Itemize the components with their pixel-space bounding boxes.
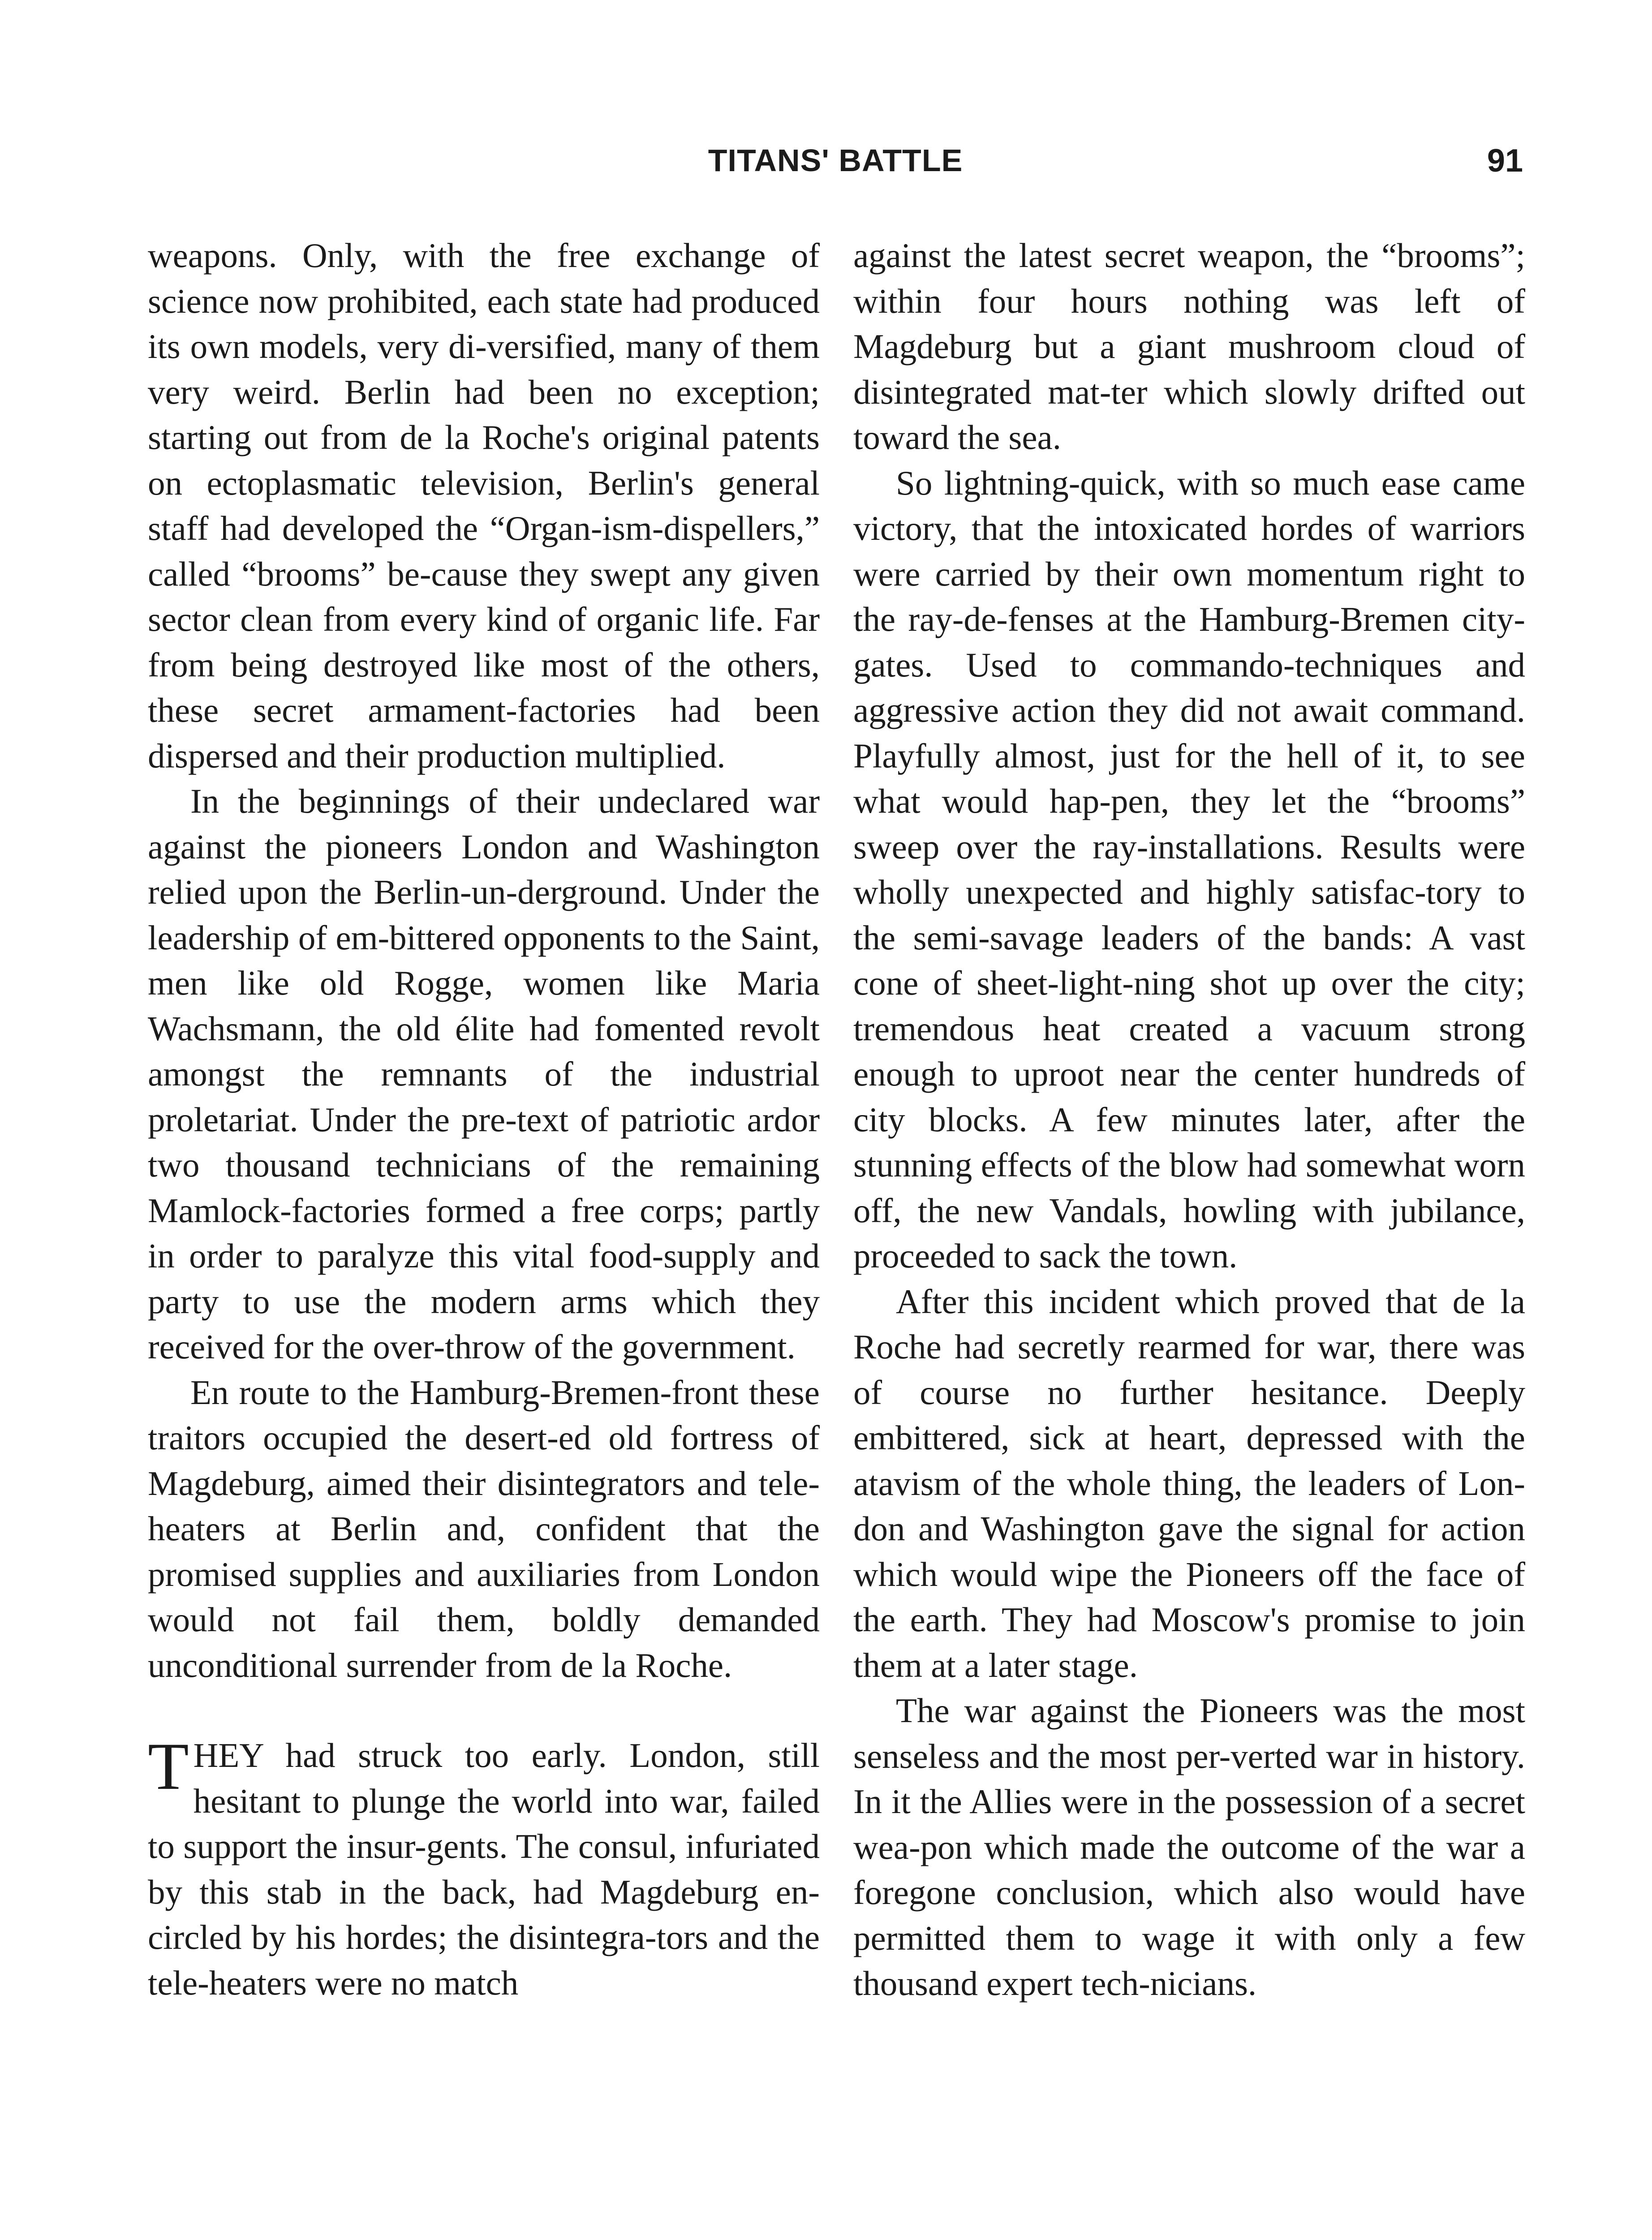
paragraph: The war against the Pioneers was the most senseless and the most per-verted war in history. In it the Allies were in the possession of a secret wea-pon which made the outcome of the war a foregone conclusion, which also would have permitted them to wage it with only a few thousand expert tech-nicians. — [853, 1691, 1525, 2003]
paragraph: In the beginnings of their undeclared war against the pioneers London and Washington relied upon the Berlin-un-derground. Under the leadership of em-bittered opponents to the Saint, men like old Rogge, women like Maria Wachsmann, the old élite had fomented revolt amongst the remnants of the industrial proletariat. Under the pre-text of patriotic ardor two thousand technicians of the remaining Mamlock-factories formed a free corps; partly in order to paralyze this vital food-supply and party to use the modern arms which they received for the over-throw of the government. — [148, 782, 820, 1366]
page-number: 91 — [1487, 143, 1523, 179]
paragraph-text: HEY had struck too early. London, still hesitant to plunge the world into war, failed to support the insur-gents. The consul, infuriated by this stab in the back, had Magdeburg en-circled by his hordes; the disintegra-tors and the tele-heaters were no match — [148, 1736, 820, 2002]
running-header — [148, 142, 1523, 192]
section-start-paragraph — [148, 1729, 820, 2006]
paragraph: against the latest secret weapon, the “brooms”; within four hours nothing was left of Magdeburg but a giant mushroom cloud of disintegrated mat-ter which slowly drifted out toward the sea. — [853, 236, 1525, 457]
paragraph: weapons. Only, with the free exchange of science now prohibited, each state had produced its own models, very di-versified, many of them very weird. Berlin had been no exception; starting out from de la Roche's original patents on ectoplasmatic television, Berlin's general staff had developed the “Organ-ism-dispellers,” called “brooms” be-cause they swept any given sector clean from every kind of organic life. Far from being destroyed like most of the others, these secret armament-factories had been dispersed and their production multiplied. — [148, 236, 820, 775]
right-column — [853, 233, 1525, 2007]
running-title: TITANS' BATTLE — [708, 143, 963, 178]
drop-cap: T — [148, 1729, 189, 1804]
paragraph: So lightning-quick, with so much ease came victory, that the intoxicated hordes of warriors were carried by their own momentum right to the ray-de-fenses at the Hamburg-Bremen city-gates. Used to commando-techniques and aggressive action they did not await command. Playfully almost, just for the hell of it, to see what would hap-pen, they let the “brooms” sweep over the ray-installations. Results were wholly unexpected and highly satisfac-tory to the semi-savage leaders of the bands: A vast cone of sheet-light-ning shot up over the city; tremendous heat created a vacuum strong enough to uproot near the center hundreds of city blocks. A few minutes later, after the stunning effects of the blow had somewhat worn off, the new Vandals, howling with jubilance, proceeded to sack the town. — [853, 463, 1525, 1275]
paragraph: After this incident which proved that de la Roche had secretly rearmed for war, there was of course no further hesitance. Deeply embittered, sick at heart, depressed with the atavism of the whole thing, the leaders of Lon-don and Washington gave the signal for action which would wipe the Pioneers off the face of the earth. They had Moscow's promise to join them at a later stage. — [853, 1282, 1525, 1684]
paragraph: En route to the Hamburg-Bremen-front these traitors occupied the desert-ed old fortress of Magdeburg, aimed their disintegrators and tele-heaters at Berlin and, confident that the promised supplies and auxiliaries from London would not fail them, boldly demanded unconditional surrender from de la Roche. — [148, 1373, 820, 1684]
left-column — [148, 233, 820, 2006]
